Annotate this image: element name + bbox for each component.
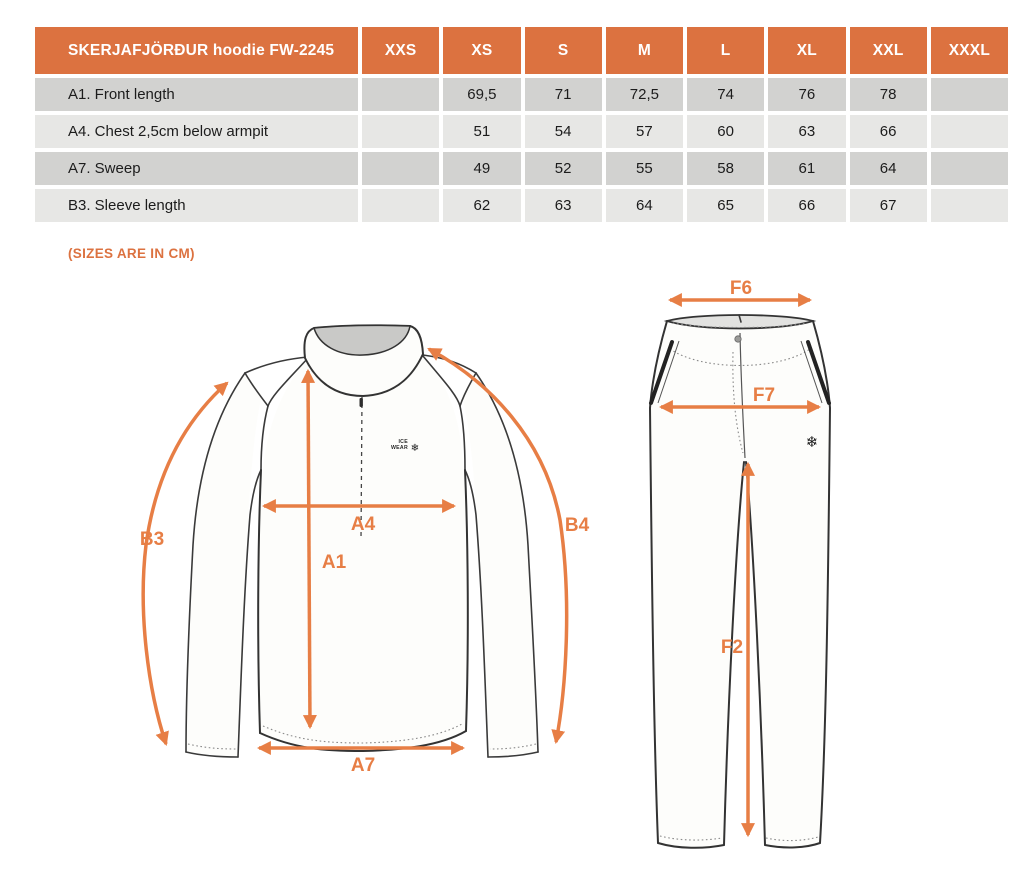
size-header-cell: S — [525, 27, 602, 74]
size-header-cell: L — [687, 27, 764, 74]
measure-label-b4: B4 — [564, 515, 590, 536]
hoodie-left-sleeve — [186, 373, 262, 757]
hoodie-logo-line2: WEAR — [390, 445, 408, 451]
size-header-cell: XS — [443, 27, 520, 74]
value-cell: 63 — [525, 189, 602, 222]
value-cell — [362, 152, 439, 185]
measure-label-f2: F2 — [720, 637, 744, 658]
hoodie-torso — [258, 357, 467, 751]
value-cell: 71 — [525, 78, 602, 111]
size-header-cell: XL — [768, 27, 845, 74]
measure-label-a4: A4 — [350, 514, 376, 535]
zipper-pull — [360, 398, 363, 407]
value-cell: 54 — [525, 115, 602, 148]
size-header-cell: M — [606, 27, 683, 74]
row-label-cell: A4. Chest 2,5cm below armpit — [35, 115, 358, 148]
value-cell: 58 — [687, 152, 764, 185]
size-header-cell: XXXL — [931, 27, 1008, 74]
value-cell: 60 — [687, 115, 764, 148]
value-cell: 76 — [768, 78, 845, 111]
value-cell: 57 — [606, 115, 683, 148]
pants-diagram — [625, 280, 875, 860]
value-cell: 69,5 — [443, 78, 520, 111]
value-cell: 65 — [687, 189, 764, 222]
measure-label-b3: B3 — [139, 529, 165, 550]
hoodie-logo-snowflake-icon: ❄ — [410, 443, 420, 454]
value-cell: 64 — [850, 152, 927, 185]
value-cell: 62 — [443, 189, 520, 222]
value-cell: 64 — [606, 189, 683, 222]
value-cell: 49 — [443, 152, 520, 185]
value-cell: 55 — [606, 152, 683, 185]
value-cell — [362, 189, 439, 222]
value-cell — [931, 78, 1008, 111]
measure-arrow-a1 — [308, 371, 310, 727]
row-label-cell: A1. Front length — [35, 78, 358, 111]
value-cell: 78 — [850, 78, 927, 111]
measure-label-a7: A7 — [350, 755, 376, 776]
value-cell: 66 — [768, 189, 845, 222]
value-cell — [931, 189, 1008, 222]
waist-button — [735, 336, 741, 342]
value-cell: 61 — [768, 152, 845, 185]
value-cell — [362, 115, 439, 148]
value-cell: 52 — [525, 152, 602, 185]
pants-snowflake-logo-icon: ❄ — [805, 433, 819, 451]
value-cell: 66 — [850, 115, 927, 148]
value-cell: 63 — [768, 115, 845, 148]
hoodie-right-sleeve — [462, 373, 538, 757]
size-header-cell: XXL — [850, 27, 927, 74]
value-cell: 72,5 — [606, 78, 683, 111]
value-cell: 51 — [443, 115, 520, 148]
value-cell — [931, 152, 1008, 185]
row-label-cell: A7. Sweep — [35, 152, 358, 185]
measure-label-f7: F7 — [752, 385, 776, 406]
hoodie-diagram — [120, 300, 620, 780]
measure-label-a1: A1 — [321, 552, 347, 573]
value-cell — [931, 115, 1008, 148]
size-table — [35, 27, 1008, 222]
table-title-cell: SKERJAFJÖRÐUR hoodie FW-2245 — [35, 27, 358, 74]
size-header-cell: XXS — [362, 27, 439, 74]
value-cell — [362, 78, 439, 111]
measure-label-f6: F6 — [729, 278, 753, 299]
hoodie-logo-line1: ICE — [398, 439, 408, 445]
pants-body — [650, 315, 830, 847]
value-cell: 74 — [687, 78, 764, 111]
value-cell: 67 — [850, 189, 927, 222]
units-note: (SIZES ARE IN CM) — [68, 246, 195, 261]
row-label-cell: B3. Sleeve length — [35, 189, 358, 222]
